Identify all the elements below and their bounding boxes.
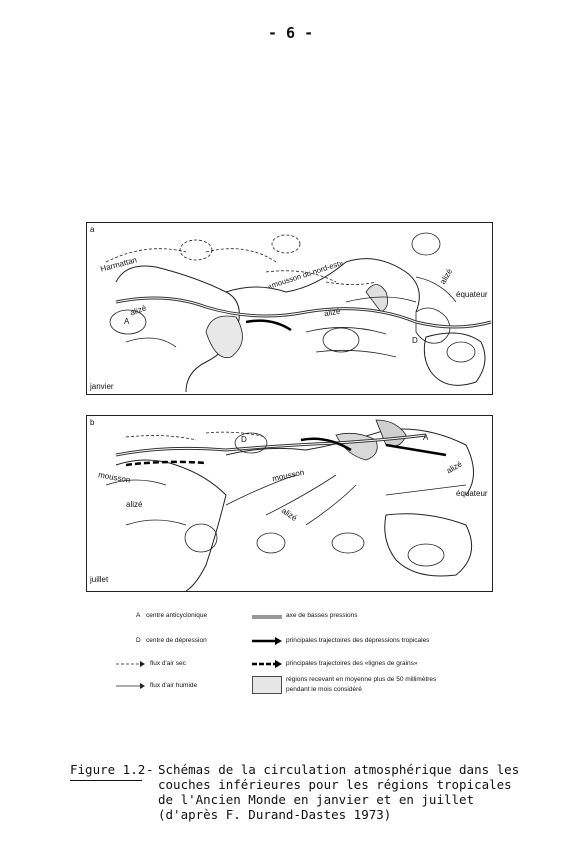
- caption-underline: [70, 780, 142, 781]
- month-january: janvier: [90, 382, 114, 391]
- legend-humid-arrow-icon: [116, 682, 146, 690]
- figure: [86, 222, 493, 719]
- label-mousson-nord-est: «mousson du nord-est»: [266, 258, 345, 291]
- legend-squall-arrow-icon: [252, 660, 282, 668]
- label-mousson-1: mousson: [97, 470, 132, 485]
- label-harmattan: Harmattan: [99, 255, 138, 274]
- label-high-a: A: [124, 317, 130, 326]
- label-low-d: D: [241, 435, 247, 444]
- map-july: [86, 415, 493, 607]
- panel-letter-a: a: [90, 225, 95, 234]
- legend-rain-swatch-icon: [252, 676, 282, 694]
- legend-d-text: centre de dépression: [146, 637, 207, 644]
- label-alize-3: alizé: [444, 459, 464, 476]
- label-alize-2: alizé: [323, 306, 342, 319]
- legend-tropical-text: principales trajectoires des dépressions tropicales: [286, 637, 430, 644]
- caption-line-2: couches inférieures pour les régions tropicales: [158, 777, 512, 792]
- map-january: [86, 222, 493, 410]
- map-january-drawing: [86, 222, 493, 410]
- label-equateur: équateur: [456, 489, 488, 498]
- legend-rain-line2: pendant le mois considéré: [286, 686, 362, 693]
- legend-a-text: centre anticyclonique: [146, 612, 208, 619]
- label-low-d: D: [412, 336, 418, 345]
- caption-text: [158, 762, 538, 822]
- legend-low-axis-text: axe de basses pressions: [286, 612, 358, 619]
- legend-rain-line1: régions recevant en moyenne plus de 50 millimètres: [286, 676, 437, 683]
- caption-line-3: de l'Ancien Monde en janvier et en juillet: [158, 792, 475, 807]
- label-alize-3: alizé: [438, 267, 455, 286]
- caption-line-4: (d'après F. Durand-Dastes 1973): [158, 807, 392, 822]
- caption-dash: -: [146, 762, 154, 777]
- page-number: - 6 -: [268, 24, 314, 42]
- legend-humid-text: flux d'air humide: [150, 682, 198, 689]
- legend-dry-arrow-icon: [116, 660, 146, 668]
- caption-line-1: Schémas de la circulation atmosphérique dans les: [158, 762, 520, 777]
- label-alize-2: alizé: [279, 506, 299, 523]
- legend-d-code: D: [136, 637, 141, 644]
- label-high-a: A: [423, 433, 429, 442]
- legend-tropical-arrow-icon: [252, 637, 282, 645]
- caption-label: Figure 1.2: [70, 762, 146, 777]
- month-july: juillet: [90, 575, 109, 584]
- label-equateur: équateur: [456, 290, 488, 299]
- legend: [86, 610, 493, 718]
- label-alize-1: alizé: [128, 303, 148, 318]
- legend-low-axis-icon: [252, 613, 282, 621]
- legend-dry-text: flux d'air sec: [150, 660, 186, 667]
- label-mousson-2: mousson: [271, 467, 306, 484]
- panel-letter-b: b: [90, 418, 95, 427]
- legend-squall-text: principales trajectoires des «lignes de grains»: [286, 660, 418, 667]
- label-alize-1: alizé: [126, 500, 143, 509]
- legend-a-code: A: [136, 612, 141, 619]
